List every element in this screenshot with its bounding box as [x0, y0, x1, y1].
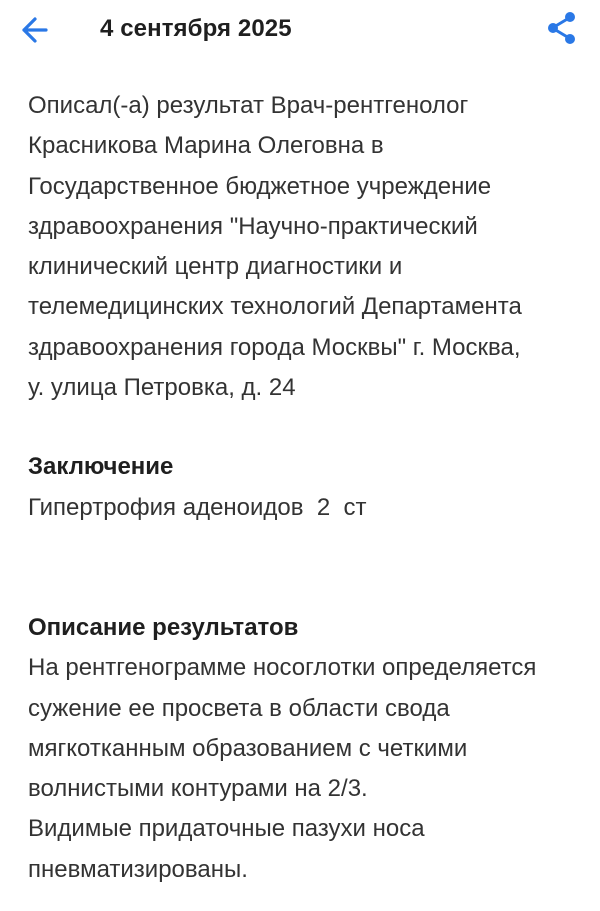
result-details	[28, 86, 576, 890]
conclusion-text: Гипертрофия аденоидов 2 ст	[28, 493, 367, 521]
results-text: На рентгенограмме носоглотки определяется сужение ее просвета в области свода мягкотканным образованием с четкими волнистыми контурами на 2/3. Видимые придаточные пазухи носа пневматизированы.	[28, 654, 537, 883]
page-title: 4 сентября 2025	[100, 15, 292, 42]
top-app-bar	[0, 0, 600, 58]
results-title: Описание результатов	[28, 613, 299, 641]
conclusion-title: Заключение	[28, 453, 174, 481]
performer-info: Описал(-а) результат Врач-рентгенолог Красникова Марина Олеговна в Государственное бюджетное учреждение здравоохранения "Научно-практический клинический центр диагностики и телемедицинских технологий Департамента здравоохранения города Москвы" г. Москва, у. улица Петровка, д. 24	[28, 92, 522, 402]
back-button[interactable]	[16, 10, 56, 50]
arrow-left-icon	[16, 10, 56, 50]
results-section	[28, 608, 576, 890]
share-button[interactable]	[544, 10, 580, 46]
conclusion-section	[28, 447, 576, 528]
share-icon	[544, 10, 580, 46]
